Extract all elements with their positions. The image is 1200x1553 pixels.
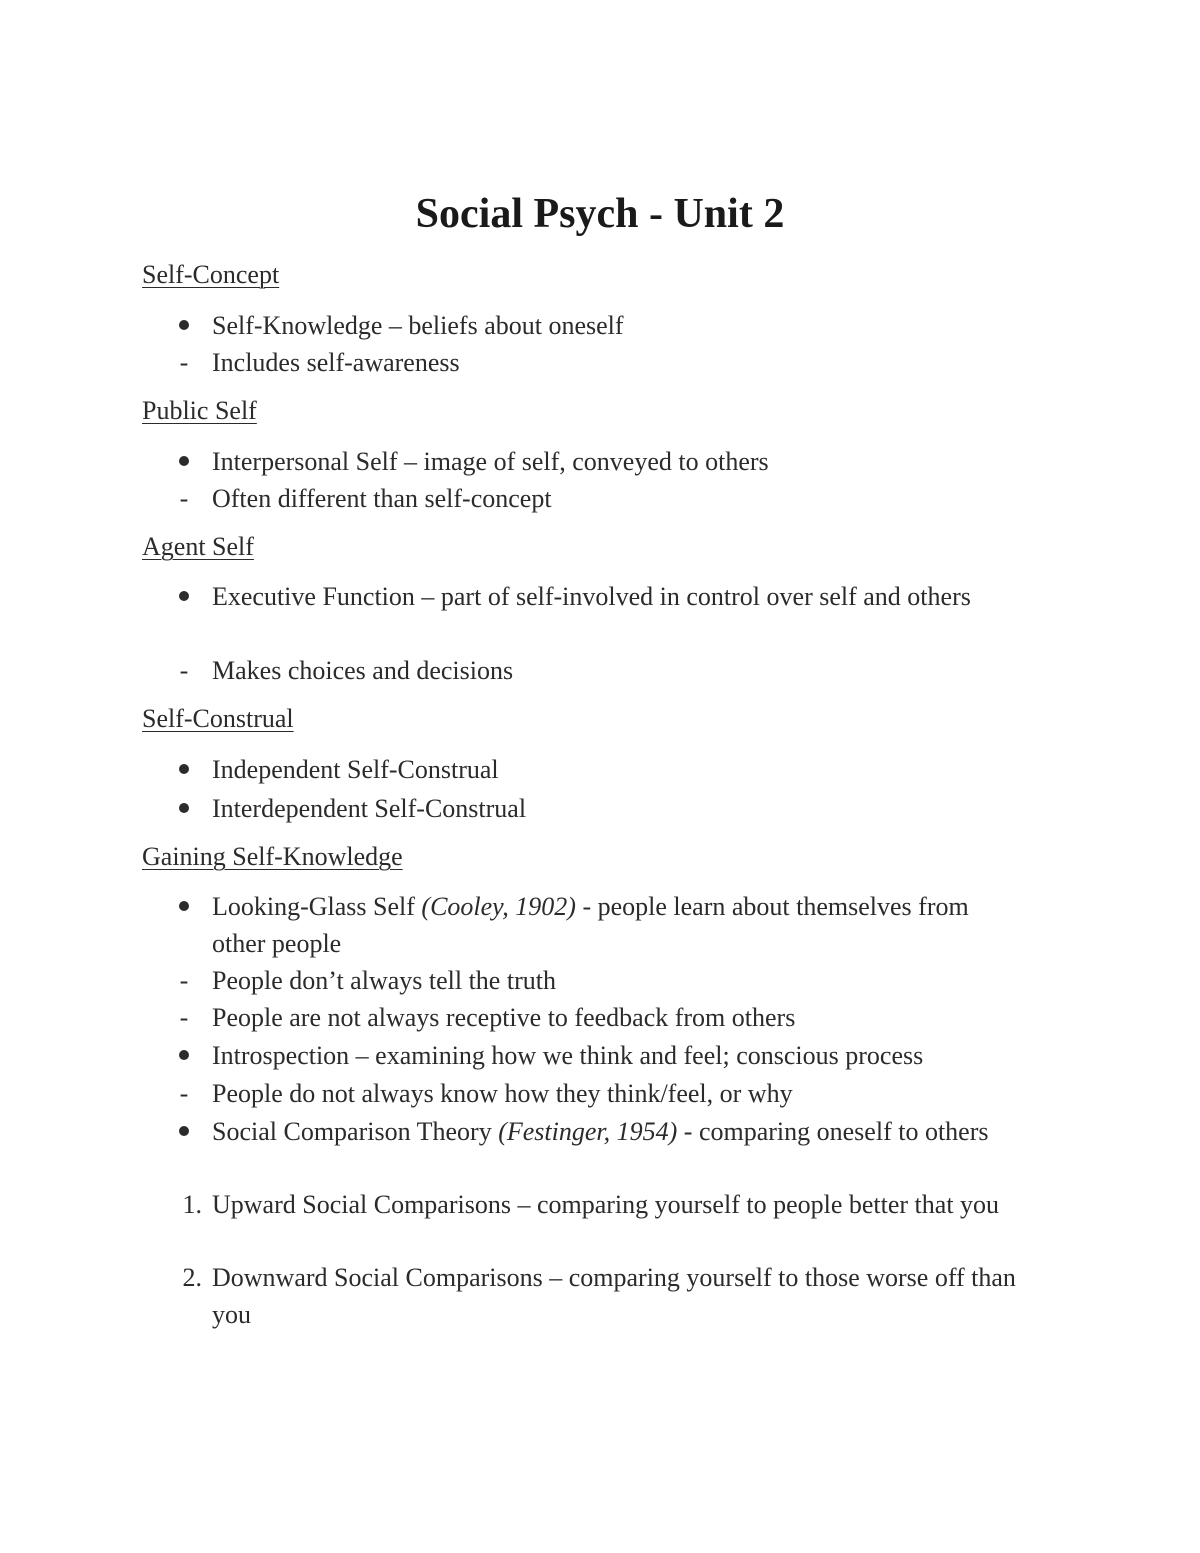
dash-marker: - [179, 1003, 189, 1032]
list-item-text: Executive Function – part of self-involved in control over self and others [212, 582, 971, 611]
list-item [179, 962, 1072, 999]
list-item [212, 751, 1072, 788]
list-item-text: Downward Social Comparisons – comparing yourself to those worse off than you [212, 1263, 1016, 1329]
list-item-text: Includes self-awareness [212, 348, 460, 377]
list-item [212, 443, 1072, 480]
list-item-text: People are not always receptive to feedback from others [212, 1003, 796, 1032]
list-item [212, 790, 1072, 827]
list-item-text: Often different than self-concept [212, 484, 552, 513]
list-item [179, 999, 1072, 1036]
list-item-text-tail: - comparing oneself to others [677, 1117, 989, 1146]
list-item [212, 307, 1072, 344]
section-heading-gaining-self-knowledge: Gaining Self-Knowledge [142, 842, 403, 871]
number-marker: 2. [182, 1263, 202, 1292]
list-item [212, 1113, 1032, 1150]
list-item-text-tail: - people learn about themselves from other people [212, 892, 969, 958]
dash-marker: - [179, 484, 189, 513]
citation: (Cooley, 1902) [421, 892, 576, 921]
list-item-text: Introspection – examining how we think and feel; conscious process [212, 1041, 924, 1070]
dash-marker: - [179, 1079, 189, 1108]
list-item-text-lead: Social Comparison Theory [212, 1117, 499, 1146]
list-item [182, 1259, 1042, 1333]
section-heading-agent-self: Agent Self [142, 532, 254, 561]
dash-marker: - [179, 966, 189, 995]
list-item-text: Makes choices and decisions [212, 656, 514, 685]
page-title: Social Psych - Unit 2 [415, 191, 785, 237]
list-item-text: Independent Self-Construal [212, 755, 499, 784]
list-item [179, 1075, 1072, 1112]
section-heading-self-construal: Self-Construal [142, 704, 294, 733]
list-item-text: Self-Knowledge – beliefs about oneself [212, 311, 624, 340]
citation: (Festinger, 1954) [498, 1117, 678, 1146]
list-item-text: People do not always know how they think/feel, or why [212, 1079, 793, 1108]
list-item [179, 480, 1072, 517]
list-item-text: People don’t always tell the truth [212, 966, 556, 995]
section-heading-public-self: Public Self [142, 396, 257, 425]
list-item [182, 1186, 1072, 1223]
number-marker: 1. [182, 1190, 202, 1219]
section-heading-self-concept: Self-Concept [142, 260, 280, 289]
list-item [212, 888, 1022, 962]
dash-marker: - [179, 656, 189, 685]
list-item [212, 1037, 1072, 1074]
list-item [179, 344, 1072, 381]
list-item-text: Interdependent Self-Construal [212, 794, 527, 823]
list-item-text: Upward Social Comparisons – comparing yourself to people better that you [212, 1190, 1000, 1219]
dash-marker: - [179, 348, 189, 377]
list-item [212, 578, 1012, 615]
list-item [179, 652, 1072, 689]
list-item-text-lead: Looking-Glass Self [212, 892, 422, 921]
list-item-text: Interpersonal Self – image of self, conveyed to others [212, 447, 769, 476]
